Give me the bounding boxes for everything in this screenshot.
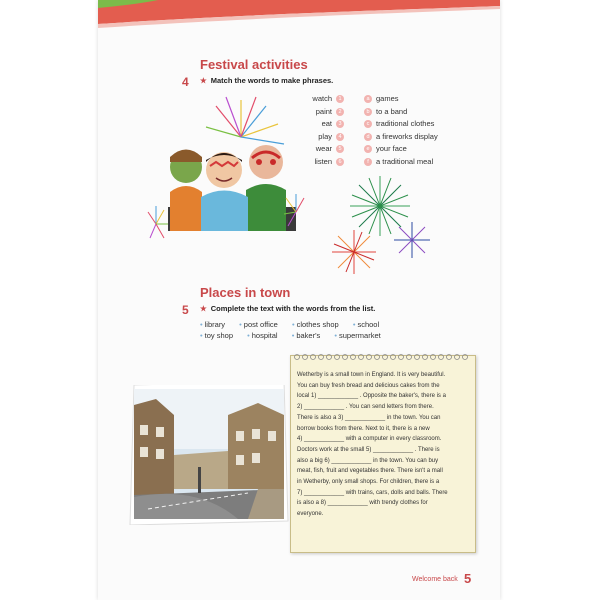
match-left-item: listen 6: [294, 156, 344, 169]
exercise-instruction-5: [200, 304, 375, 313]
text-line: meat, fish, fruit and vegetables there. There isn't a mall: [297, 468, 443, 475]
exercise-number-5: 5: [182, 303, 189, 317]
text-line: everyone.: [297, 511, 324, 518]
text-line: local 1) ____________ . Opposite the baker's, there is a: [297, 393, 446, 400]
text-line: You can buy fresh bread and delicious cakes from the: [297, 382, 440, 389]
text-line: 7) ____________ with trains, cars, dolls and balls. There: [297, 489, 448, 496]
match-left-item: eat 3: [294, 118, 344, 131]
star-icon: ★: [200, 304, 207, 313]
star-icon: ★: [200, 76, 207, 85]
match-right-item: d a fireworks display: [364, 131, 438, 144]
word-list-row-1: [200, 320, 391, 329]
instruction-text: Match the words to make phrases.: [210, 76, 334, 85]
reading-text: [297, 370, 469, 520]
top-banner: [98, 0, 500, 30]
word-list-item: • post office: [239, 320, 278, 329]
section-title-places: Places in town: [200, 285, 291, 300]
fireworks-illustration: [328, 170, 438, 282]
word-list-row-2: [200, 331, 393, 340]
text-line: in Wetherby, only small shops. For children, there is a: [297, 479, 440, 486]
word-list-item: • clothes shop: [291, 320, 339, 329]
word-list-item: • toy shop: [200, 331, 233, 340]
text-line: Wetherby is a small town in England. It is very beautiful.: [297, 372, 446, 378]
text-line: 2) ____________ . You can send letters from there.: [297, 404, 434, 411]
text-line: is also a 8) ____________ with trendy clothes for: [297, 500, 428, 507]
page-number: 5: [464, 571, 472, 586]
exercise-instruction-4: [200, 76, 333, 85]
word-list-item: • hospital: [247, 331, 278, 340]
children-face-paint-photo: [146, 92, 306, 252]
word-list-item: • baker's: [291, 331, 321, 340]
match-left-item: watch 1: [294, 93, 344, 106]
match-left-item: paint 2: [294, 106, 344, 119]
word-list-item: • supermarket: [334, 331, 381, 340]
match-right-item: a games: [364, 93, 438, 106]
match-right-column: [364, 93, 438, 168]
text-line: 4) ____________ with a computer in every classroom.: [297, 436, 442, 443]
match-right-item: f a traditional meal: [364, 156, 438, 169]
reading-text-card: [290, 355, 476, 553]
text-line: borrow books from there. Next to it, there is a new: [297, 425, 430, 432]
word-list-item: • school: [352, 320, 380, 329]
word-list-item: • library: [200, 320, 226, 329]
section-title-festival: Festival activities: [200, 57, 308, 72]
match-left-item: play 4: [294, 131, 344, 144]
text-line: also a big 6) ____________ in the town. You can buy: [297, 457, 439, 464]
text-line: Doctors work at the small 5) ____________ . There is: [297, 446, 440, 453]
match-right-item: b to a band: [364, 106, 438, 119]
footer-section-label: Welcome back: [412, 576, 458, 583]
exercise-number-4: 4: [182, 75, 189, 89]
notebook-spiral: [291, 352, 475, 362]
match-right-item: c traditional clothes: [364, 118, 438, 131]
instruction-text: Complete the text with the words from the list.: [210, 304, 376, 313]
match-left-item: wear 5: [294, 143, 344, 156]
town-street-photo: [128, 385, 290, 525]
textbook-page: [98, 0, 500, 600]
text-line: There is also a 3) ____________ in the town. You can: [297, 414, 441, 421]
match-right-item: e your face: [364, 143, 438, 156]
